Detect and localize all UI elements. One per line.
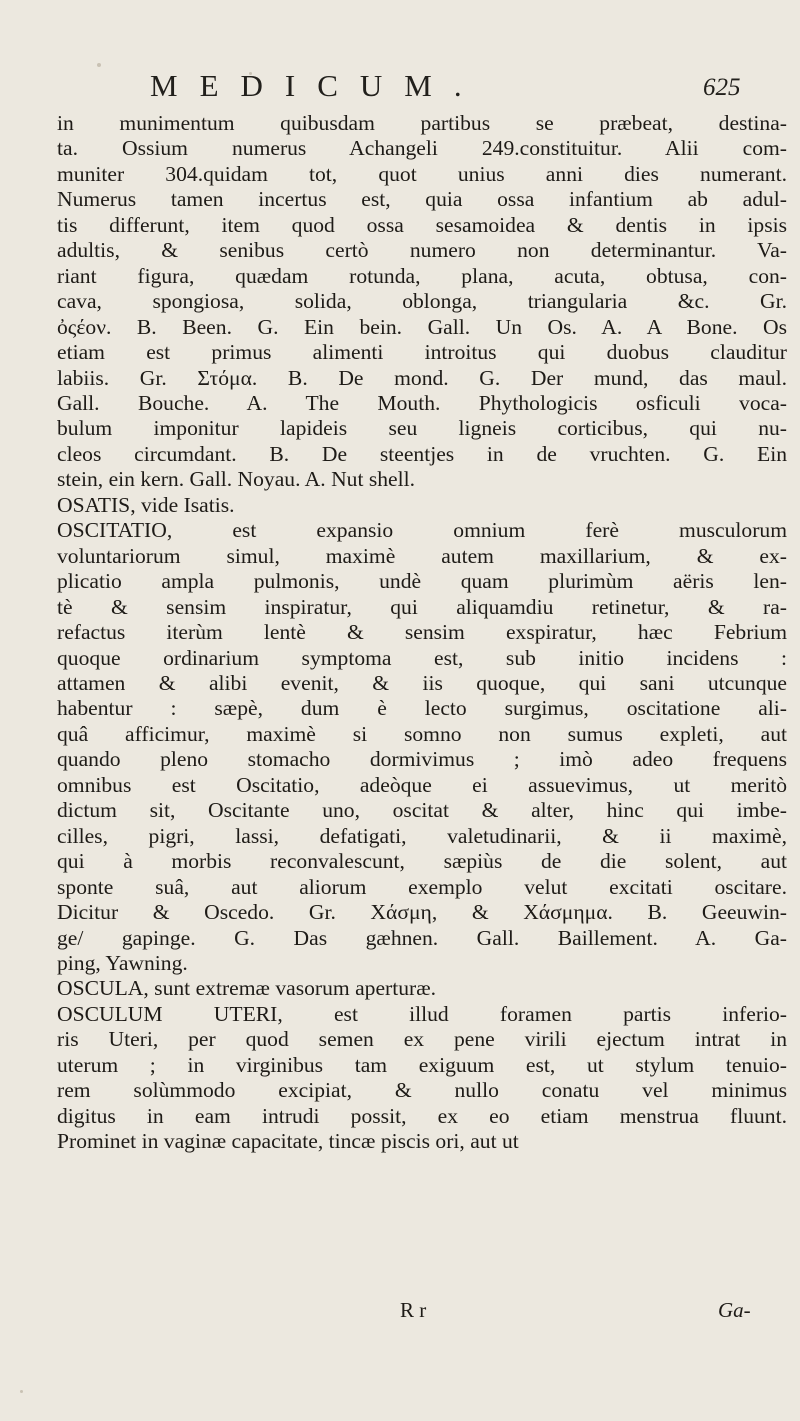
text-line: in munimentum quibusdam partibus se præbeat, destina- xyxy=(57,111,787,135)
text-line: OSCULA, sunt extremæ vasorum aperturæ. xyxy=(57,976,437,1001)
text-line: qui à morbis reconvalescunt, sæpiùs de die solent, aut xyxy=(57,849,787,874)
paper-speck xyxy=(97,63,101,67)
text-line: Prominet in vaginæ capacitate, tincæ piscis ori, aut ut xyxy=(57,1129,519,1154)
text-line: voluntariorum simul, maximè autem maxillarium, & ex- xyxy=(57,543,787,568)
text-line: OSATIS, vide Isatis. xyxy=(57,492,235,517)
text-line: digitus in eam intrudi possit, ex eo etiam menstrua fluunt. xyxy=(57,1103,787,1128)
text-line: ὀςέον. B. Been. G. Ein bein. Gall. Un Os. A. A Bone. Os xyxy=(57,314,787,339)
text-line: etiam est primus alimenti introitus qui duobus clauditur xyxy=(57,340,787,365)
text-line: quando pleno stomacho dormivimus ; imò adeo frequens xyxy=(57,747,787,772)
text-line: ge/ gapinge. G. Das gæhnen. Gall. Baillement. A. Ga- xyxy=(57,925,787,950)
text-line: ris Uteri, per quod semen ex pene virili ejectum intrat in xyxy=(57,1027,787,1052)
paper-speck xyxy=(20,1390,23,1393)
text-line: ta. Ossium numerus Achangeli 249.constituitur. Alii com- xyxy=(57,136,787,161)
text-line: quoque ordinarium symptoma est, sub initio incidens : xyxy=(57,645,787,670)
text-line: quâ afficimur, maximè si somno non sumus expleti, aut xyxy=(57,721,787,746)
text-line: dictum sit, Oscitante uno, oscitat & alter, hinc qui imbe- xyxy=(57,798,787,823)
signature-mark: R r xyxy=(400,1298,427,1322)
text-line: tis differunt, item quod ossa sesamoidea & dentis in ipsis xyxy=(57,212,787,237)
running-head: MEDICUM. xyxy=(150,68,484,103)
text-line: tè & sensim inspiratur, qui aliquamdiu retinetur, & ra- xyxy=(57,594,787,619)
text-line: muniter 304.quidam tot, quot unius anni dies numerant. xyxy=(57,161,787,186)
dictionary-text xyxy=(57,111,787,1155)
text-line: plicatio ampla pulmonis, undè quam plurimùm aëris len- xyxy=(57,569,787,594)
text-line: Dicitur & Oscedo. Gr. Χάσμη, & Χάσμημα. B. Geeuwin- xyxy=(57,900,787,925)
page-number: 625 xyxy=(703,74,741,101)
text-line: riant figura, quædam rotunda, plana, acuta, obtusa, con- xyxy=(57,263,787,288)
page-footer xyxy=(0,1298,800,1328)
text-line: omnibus est Oscitatio, adeòque ei assuevimus, ut meritò xyxy=(57,772,787,797)
text-line: cava, spongiosa, solida, oblonga, triangularia &c. Gr. xyxy=(57,289,787,314)
text-line: adultis, & senibus certò numero non determinantur. Va- xyxy=(57,238,787,263)
text-line: refactus iterùm lentè & sensim exspiratur, hæc Febrium xyxy=(57,620,787,645)
text-line: cilles, pigri, lassi, defatigati, valetudinarii, & ii maximè, xyxy=(57,823,787,848)
text-line: sponte suâ, aut aliorum exemplo velut excitati oscitare. xyxy=(57,874,787,899)
catchword: Ga- xyxy=(718,1298,751,1322)
text-line: labiis. Gr. Στόμα. B. De mond. G. Der mund, das maul. xyxy=(57,365,787,390)
text-line: rem solùmmodo excipiat, & nullo conatu vel minimus xyxy=(57,1078,787,1103)
text-line: attamen & alibi evenit, & iis quoque, qui sani utcunque xyxy=(57,670,787,695)
text-line: Numerus tamen incertus est, quia ossa infantium ab adul- xyxy=(57,187,787,212)
text-line: uterum ; in virginibus tam exiguum est, ut stylum tenuio- xyxy=(57,1052,787,1077)
text-line: ping, Yawning. xyxy=(57,950,188,975)
page-header xyxy=(0,68,800,108)
text-line: bulum imponitur lapideis seu ligneis corticibus, qui nu- xyxy=(57,416,787,441)
text-line: OSCITATIO, est expansio omnium ferè musculorum xyxy=(57,518,787,543)
text-line: OSCULUM UTERI, est illud foramen partis inferio- xyxy=(57,1001,787,1026)
text-line: stein, ein kern. Gall. Noyau. A. Nut shell. xyxy=(57,467,416,492)
text-line: Gall. Bouche. A. The Mouth. Phythologicis osficuli voca- xyxy=(57,390,787,415)
text-line: habentur : sæpè, dum è lecto surgimus, oscitatione ali- xyxy=(57,696,787,721)
text-line: cleos circumdant. B. De steentjes in de vruchten. G. Ein xyxy=(57,441,787,466)
